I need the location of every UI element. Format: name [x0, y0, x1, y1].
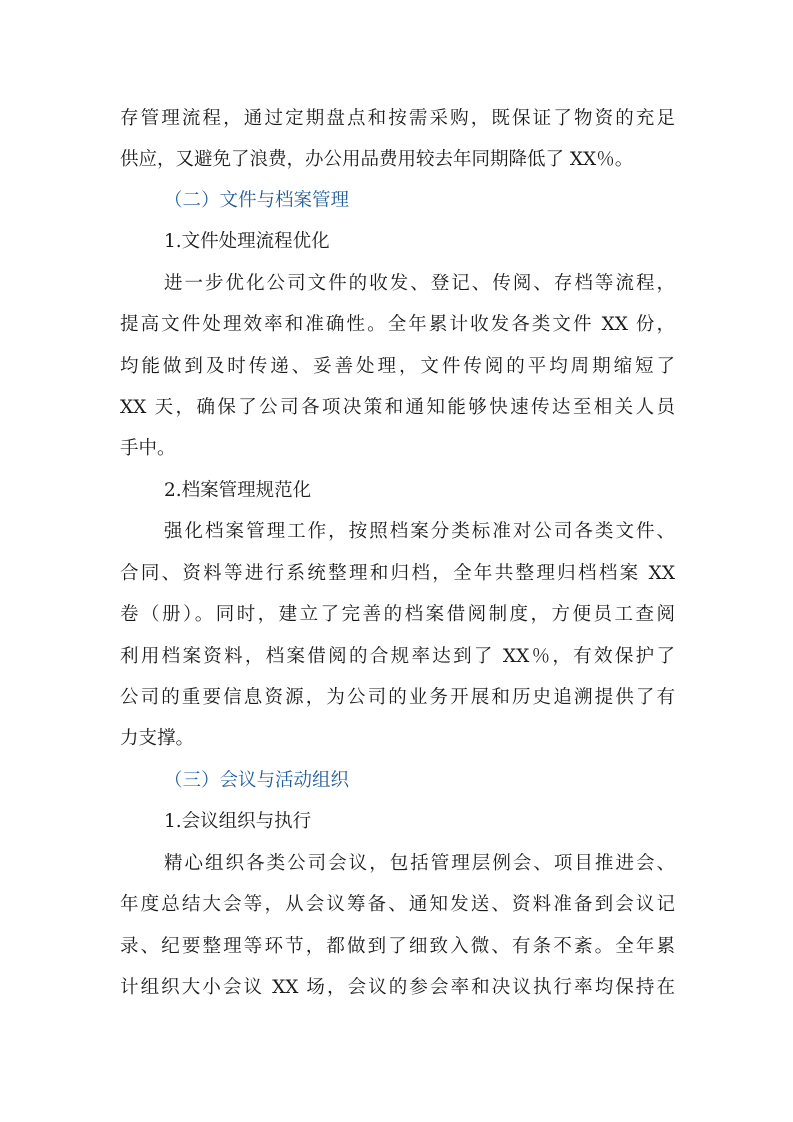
subsection-heading: 1.会议组织与执行: [164, 811, 312, 832]
paragraph-line: 手中。: [120, 438, 176, 459]
paragraph-line: 强化档案管理工作，按照档案分类标准对公司各类文件、: [164, 521, 675, 542]
paragraph-line: 利用档案资料，档案借阅的合规率达到了 XX％，有效保护了: [120, 646, 675, 667]
paragraph-line: 卷（册）。同时，建立了完善的档案借阅制度，方便员工查阅: [120, 604, 675, 625]
paragraph-line: 年度总结大会等，从会议筹备、通知发送、资料准备到会议记: [120, 894, 675, 915]
paragraph-line: 进一步优化公司文件的收发、登记、传阅、存档等流程，: [164, 273, 675, 294]
paragraph-line: 力支撑。: [120, 728, 195, 749]
paragraph-line: 公司的重要信息资源，为公司的业务开展和历史追溯提供了有: [120, 687, 675, 708]
paragraph-line: 均能做到及时传递、妥善处理，文件传阅的平均周期缩短了: [120, 356, 675, 377]
paragraph-line: 存管理流程，通过定期盘点和按需采购，既保证了物资的充足: [120, 108, 675, 129]
paragraph-line: XX 天，确保了公司各项决策和通知能够快速传达至相关人员: [120, 397, 675, 418]
paragraph-line: 计组织大小会议 XX 场，会议的参会率和决议执行率均保持在: [120, 977, 675, 998]
paragraph-line: 精心组织各类公司会议，包括管理层例会、项目推进会、: [164, 853, 675, 874]
section-heading: （二）文件与档案管理: [164, 190, 350, 211]
subsection-heading: 2.档案管理规范化: [164, 480, 312, 501]
section-heading: （三）会议与活动组织: [164, 770, 350, 791]
paragraph-line: 录、纪要整理等环节，都做到了细致入微、有条不紊。全年累: [120, 936, 675, 957]
paragraph-line: 合同、资料等进行系统整理和归档，全年共整理归档档案 XX: [120, 563, 675, 584]
paragraph-line: 供应，又避免了浪费，办公用品费用较去年同期降低了 XX％。: [120, 149, 634, 170]
paragraph-line: 提高文件处理效率和准确性。全年累计收发各类文件 XX 份，: [120, 314, 675, 335]
subsection-heading: 1.文件处理流程优化: [164, 231, 330, 252]
